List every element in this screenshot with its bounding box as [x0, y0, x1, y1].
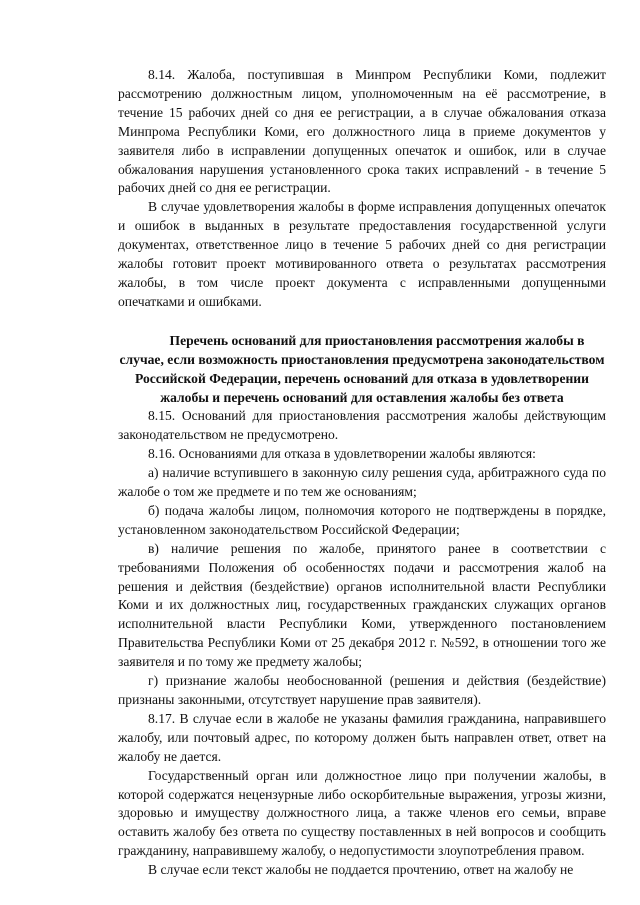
paragraph-8-16: 8.16. Основаниями для отказа в удовлетворении жалобы являются:	[148, 446, 536, 462]
paragraph-8-14: 8.14. Жалоба, поступившая в Минпром Республики Коми, подлежит рассмотрению должностным лицом, уполномоченным на её рассмотрение, в течение 15 рабочих дней со дня ее регистрации, а в случае обжалования отказа Минпрома Республики Коми, его должностного лица в приеме документов у заявителя либо в исправлении допущенных опечаток и ошибок, или в случае обжалования нарушения установленного срока таких исправлений - в течение 5 рабочих дней со дня ее регистрации.	[118, 67, 606, 196]
section-heading: Перечень оснований для приостановления рассмотрения жалобы в случае, если возможность приостановления предусмотрена законодательством Российской Федерации, перечень оснований для отказа в удовлетворении жалобы и перечень оснований для оставления жалобы без ответа	[119, 332, 605, 405]
paragraph-item-a: а) наличие вступившего в законную силу решения суда, арбитражного суда по жалобе о том же предмете и по тем же основаниям;	[118, 465, 606, 500]
paragraph-abuse: Государственный орган или должностное лицо при получении жалобы, в которой содержатся нецензурные либо оскорбительные выражения, угрозы жизни, здоровью и имуществу должностного лица, а также членов его семьи, вправе оставить жалобу без ответа по существу поставленных в ней вопросов и сообщить гражданину, направившему жалобу, о недопустимости злоупотребления правом.	[118, 767, 606, 859]
section-gap	[118, 312, 606, 332]
paragraph-8-17: 8.17. В случае если в жалобе не указаны фамилия гражданина, направившего жалобу, или почтовый адрес, по которому должен быть направлен ответ, ответ на жалобу не дается.	[118, 710, 606, 764]
paragraph-unreadable: В случае если текст жалобы не поддается прочтению, ответ на жалобу не	[148, 862, 574, 878]
paragraph-item-b: б) подача жалобы лицом, полномочия которого не подтверждены в порядке, установленном законодательством Российской Федерации;	[118, 502, 606, 537]
paragraph-correction: В случае удовлетворения жалобы в форме исправления допущенных опечаток и ошибок в выданных в результате предоставления государственной услуги документах, ответственное лицо в течение 5 рабочих дней со дня регистрации жалобы готовит проект мотивированного ответа о результатах рассмотрения жалобы, в том числе проект документа с исправленными допущенными опечатками и ошибками.	[118, 199, 606, 309]
paragraph-item-v: в) наличие решения по жалобе, принятого ранее в соответствии с требованиями Положения об особенностях подачи и рассмотрения жалоб на решения и действия (бездействие) органов исполнительной власти Республики Коми и их должностных лиц, государственных гражданских служащих органов исполнительной власти Республики Коми, утвержденного постановлением Правительства Республики Коми от 25 декабря 2012 г. №592, в отношении того же заявителя и по тому же предмету жалобы;	[118, 540, 606, 670]
paragraph-8-15: 8.15. Оснований для приостановления рассмотрения жалобы действующим законодательством не предусмотрено.	[118, 408, 606, 443]
document-page	[118, 66, 606, 880]
paragraph-item-g: г) признание жалобы необоснованной (решения и действия (бездействие) признаны законными, отсутствует нарушение прав заявителя).	[118, 673, 606, 707]
